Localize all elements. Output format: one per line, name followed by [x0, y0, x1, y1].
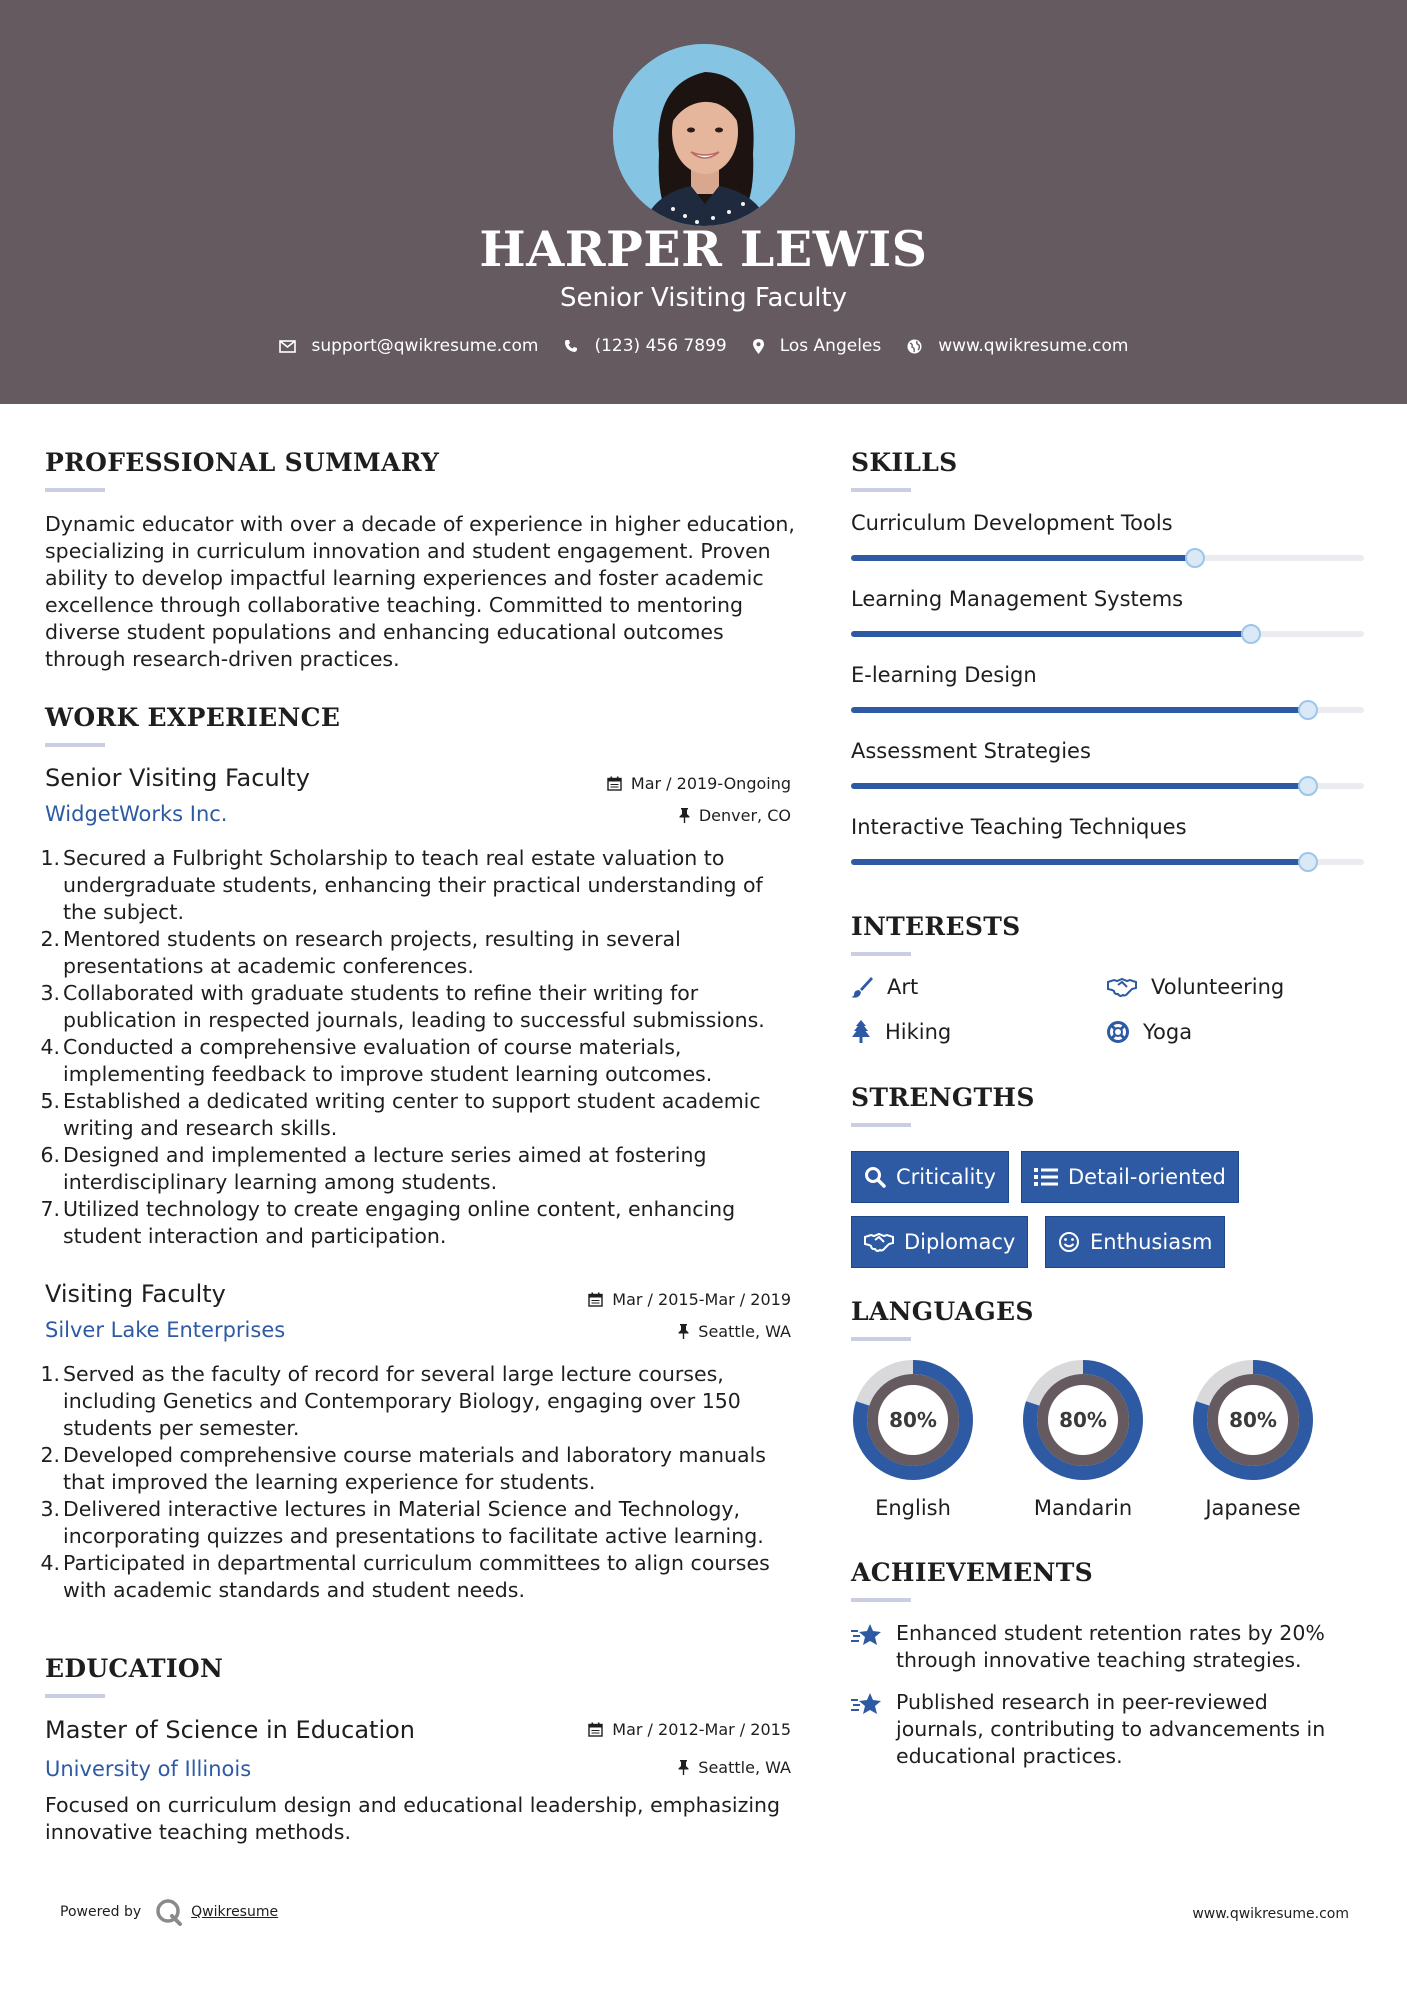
job-title-1: Senior Visiting Faculty: [45, 764, 310, 792]
strengths-heading-underline: [851, 1123, 911, 1127]
skill-track: [851, 631, 1364, 637]
achievement-item-1: [851, 1620, 1351, 1674]
powered-by-label: Powered by: [60, 1904, 142, 1920]
education-description: Focused on curriculum design and educational leadership, emphasizing innovative teaching methods.: [45, 1793, 781, 1844]
strength-detail-oriented-label: Detail-oriented: [1068, 1165, 1226, 1189]
contact-phone-text: (123) 456 7899: [594, 336, 727, 356]
contact-location: [753, 336, 882, 356]
skill-label: Curriculum Development Tools: [851, 511, 1173, 535]
education-heading-underline: [45, 1694, 105, 1698]
life-ring-icon: [1107, 1021, 1129, 1043]
candidate-title: Senior Visiting Faculty: [559, 283, 847, 313]
pushpin-icon: [678, 1324, 689, 1339]
skill-handle: [1185, 548, 1205, 568]
contact-location-text: Los Angeles: [779, 336, 882, 356]
school-name: University of Illinois: [45, 1757, 252, 1781]
language-name: English: [875, 1496, 951, 1520]
language-ring: [851, 1358, 975, 1482]
summary-text: Dynamic educator with over a decade of experience in higher education, specializing in curriculum innovation and student engagement. Proven ability to develop impactful learning experiences and foster academic excellence through collaborative teaching. Committed to mentoring diverse student populations and enhancing educational outcomes through research-driven practices.: [45, 512, 795, 671]
envelope-icon: [279, 340, 296, 353]
skill-track: [851, 555, 1364, 561]
achievements-heading-underline: [851, 1598, 911, 1602]
qwikresume-logo-icon: [155, 1898, 183, 1926]
skills-heading-underline: [851, 488, 911, 492]
skill-fill: [851, 783, 1308, 789]
job-location-2: [678, 1322, 791, 1341]
skill-item: [851, 587, 1364, 617]
interest-volunteering: [1107, 975, 1284, 999]
education-location: [678, 1758, 791, 1777]
achievement-text-1: Enhanced student retention rates by 20% through innovative teaching strategies.: [896, 1621, 1325, 1672]
smile-icon: [1058, 1231, 1080, 1253]
language-item: [851, 1358, 975, 1520]
strength-criticality-label: Criticality: [896, 1165, 996, 1189]
list-item: 5. Established a dedicated writing center to support student academic writing and research skills.: [40, 1089, 761, 1140]
experience-heading: WORK EXPERIENCE: [45, 703, 341, 732]
interest-hiking-label: Hiking: [885, 1020, 952, 1044]
contact-phone[interactable]: [564, 336, 726, 356]
skill-track: [851, 707, 1364, 713]
skill-handle: [1298, 776, 1318, 796]
degree-title: Master of Science in Education: [45, 1716, 416, 1744]
skill-label: Interactive Teaching Techniques: [851, 815, 1187, 839]
calendar-icon: [588, 1292, 603, 1307]
footer-powered-by: [60, 1898, 278, 1926]
job-title-2: Visiting Faculty: [45, 1280, 226, 1308]
languages-heading: LANGUAGES: [851, 1297, 1034, 1326]
job-location-1-text: Denver, CO: [698, 806, 791, 825]
skill-item: [851, 815, 1364, 845]
language-percent: 80%: [889, 1408, 937, 1432]
language-name: Mandarin: [1033, 1496, 1133, 1520]
handshake-icon: [864, 1232, 894, 1252]
strength-enthusiasm-label: Enthusiasm: [1090, 1230, 1213, 1254]
list-item: 2. Developed comprehensive course materials and laboratory manuals that improved the learning experience for students.: [40, 1443, 766, 1494]
interests-heading: INTERESTS: [851, 912, 1021, 941]
contact-website-text: www.qwikresume.com: [938, 336, 1129, 356]
calendar-icon: [607, 776, 622, 791]
list-item: 1. Secured a Fulbright Scholarship to teach real estate valuation to undergraduate students, enhancing their practical understanding of the subject.: [40, 846, 763, 924]
contact-email-text: support@qwikresume.com: [311, 336, 539, 356]
education-location-text: Seattle, WA: [698, 1758, 791, 1777]
job-dates-2: [588, 1290, 791, 1309]
interest-hiking: [851, 1020, 951, 1044]
achievements-heading: ACHIEVEMENTS: [851, 1558, 1093, 1587]
language-percent: 80%: [1229, 1408, 1277, 1432]
language-ring: [1021, 1358, 1145, 1482]
list-item: 4. Participated in departmental curriculum committees to align courses with academic standards and student needs.: [40, 1551, 770, 1602]
list-item: 4. Conducted a comprehensive evaluation of course materials, implementing feedback to improve student learning outcomes.: [40, 1035, 713, 1086]
qwikresume-link[interactable]: Qwikresume: [191, 1904, 279, 1920]
phone-icon: [564, 339, 578, 353]
interest-yoga-label: Yoga: [1143, 1020, 1193, 1044]
language-item: [1021, 1358, 1145, 1520]
job-location-2-text: Seattle, WA: [698, 1322, 791, 1341]
strength-criticality: [851, 1151, 1009, 1203]
list-item: 7. Utilized technology to create engaging online content, enhancing student interaction and participation.: [40, 1197, 736, 1248]
shooting-star-icon: [851, 1691, 883, 1717]
strength-diplomacy: [851, 1216, 1028, 1268]
candidate-name: HARPER LEWIS: [479, 220, 928, 278]
pushpin-icon: [679, 808, 690, 823]
strength-detail-oriented: [1021, 1151, 1239, 1203]
job-bullets-1: [40, 845, 794, 1250]
skill-track: [851, 859, 1364, 865]
skill-handle: [1241, 624, 1261, 644]
strengths-heading: STRENGTHS: [851, 1083, 1035, 1112]
skill-fill: [851, 631, 1251, 637]
pushpin-icon: [678, 1760, 689, 1775]
language-ring: [1191, 1358, 1315, 1482]
skill-label: Learning Management Systems: [851, 587, 1184, 611]
interests-heading-underline: [851, 952, 911, 956]
skill-fill: [851, 707, 1308, 713]
skill-handle: [1298, 700, 1318, 720]
skill-label: E-learning Design: [851, 663, 1037, 687]
list-icon: [1034, 1167, 1058, 1187]
search-icon: [864, 1166, 886, 1188]
skill-label: Assessment Strategies: [851, 739, 1091, 763]
skill-fill: [851, 555, 1195, 561]
skill-fill: [851, 859, 1308, 865]
language-name: Japanese: [1205, 1496, 1301, 1520]
job-dates-2-text: Mar / 2015-Mar / 2019: [612, 1290, 791, 1309]
skill-item: [851, 739, 1364, 769]
education-dates-text: Mar / 2012-Mar / 2015: [612, 1720, 791, 1739]
interest-yoga: [1107, 1020, 1192, 1044]
interest-art: [851, 975, 918, 999]
education-heading: EDUCATION: [45, 1654, 224, 1683]
list-item: 3. Delivered interactive lectures in Material Science and Technology, incorporating quizzes and presentations to facilitate active learning.: [40, 1497, 764, 1548]
skills-heading: SKILLS: [851, 448, 958, 477]
skill-track: [851, 783, 1364, 789]
job-bullets-2: [40, 1361, 794, 1604]
profile-photo: [613, 44, 795, 226]
skill-handle: [1298, 852, 1318, 872]
tree-icon: [851, 1020, 871, 1044]
job-dates-1: [607, 774, 791, 793]
list-item: 1. Served as the faculty of record for several large lecture courses, including Genetics and Contemporary Biology, engaging over 150 students per semester.: [40, 1362, 741, 1440]
list-item: 3. Collaborated with graduate students to refine their writing for publication in respected journals, leading to successful submissions.: [40, 981, 765, 1032]
company-name-2: Silver Lake Enterprises: [45, 1318, 286, 1342]
footer-url[interactable]: www.qwikresume.com: [1192, 1906, 1349, 1922]
list-item: 6. Designed and implemented a lecture series aimed at fostering interdisciplinary learning among students.: [40, 1143, 707, 1194]
job-location-1: [679, 806, 791, 825]
header-banner: [0, 0, 1407, 404]
avatar-illustration: [613, 44, 795, 226]
education-dates: [588, 1720, 791, 1739]
paintbrush-icon: [851, 976, 873, 998]
language-percent: 80%: [1059, 1408, 1107, 1432]
contact-website[interactable]: [907, 336, 1128, 356]
strength-enthusiasm: [1045, 1216, 1225, 1268]
contact-email[interactable]: [279, 336, 539, 356]
languages-heading-underline: [851, 1337, 911, 1341]
company-name-1: WidgetWorks Inc.: [45, 802, 228, 826]
map-pin-icon: [753, 339, 764, 354]
calendar-icon: [588, 1722, 603, 1737]
strength-diplomacy-label: Diplomacy: [904, 1230, 1016, 1254]
shooting-star-icon: [851, 1622, 883, 1648]
list-item: 2. Mentored students on research projects, resulting in several presentations at academic conferences.: [40, 927, 681, 978]
summary-heading: PROFESSIONAL SUMMARY: [45, 448, 440, 477]
contact-bar: [0, 336, 1407, 356]
summary-heading-underline: [45, 488, 105, 492]
achievement-text-2: Published research in peer-reviewed journals, contributing to advancements in educational practices.: [896, 1690, 1326, 1768]
interest-art-label: Art: [887, 975, 919, 999]
language-item: [1191, 1358, 1315, 1520]
job-dates-1-text: Mar / 2019-Ongoing: [630, 774, 791, 793]
skill-item: [851, 663, 1364, 693]
interest-volunteering-label: Volunteering: [1151, 975, 1285, 999]
achievement-item-2: [851, 1689, 1351, 1770]
globe-icon: [907, 339, 922, 354]
handshake-icon: [1107, 977, 1137, 997]
skill-item: [851, 511, 1364, 541]
experience-heading-underline: [45, 743, 105, 747]
